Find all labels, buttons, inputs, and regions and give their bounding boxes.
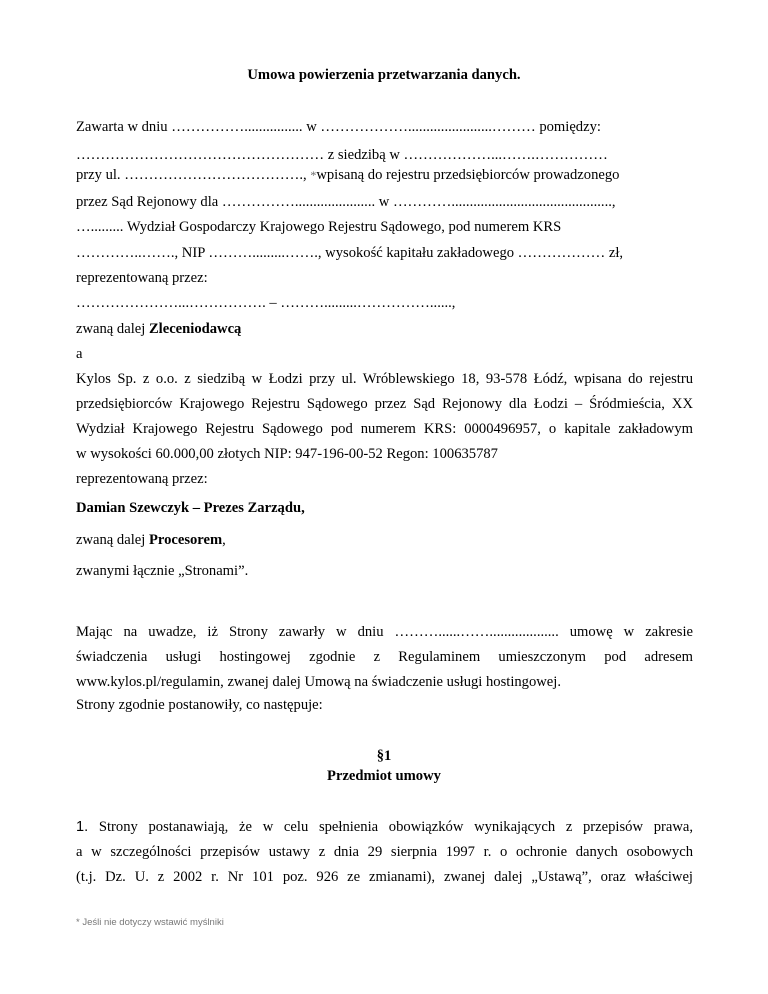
intro-line-2: …………………………………………… z siedzibą w ………………...…….…………… xyxy=(76,147,608,163)
footnote: * Jeśli nie dotyczy wstawić myślniki xyxy=(76,917,224,928)
intro-line-4: przez Sąd Rejonowy dla ……………...................... w …………............................................, xyxy=(76,194,616,210)
recital-line-2: świadczenia usługi hostingowej zgodnie z Regulaminem umieszczonym pod adresem xyxy=(76,649,693,665)
section-paragraph-line-3: (t.j. Dz. U. z 2002 r. Nr 101 poz. 926 ze zmianami), zwanej dalej „Ustawą”, oraz właściwej xyxy=(76,869,693,885)
section-heading: Przedmiot umowy xyxy=(327,768,441,784)
intro-line-9: zwaną dalej Zleceniodawcą xyxy=(76,321,242,337)
processor-line-3: Wydział Krajowego Rejestru Sądowego pod numerem KRS: 0000496957, o kapitale zakładowym xyxy=(76,421,693,437)
section-number: §1 xyxy=(376,748,392,764)
client-label: Zleceniodawcą xyxy=(148,321,242,337)
section-paragraph-line-2: a w szczególności przepisów ustawy z dnia 29 sierpnia 1997 r. o ochronie danych osobowych xyxy=(76,844,693,860)
processor-line-6: zwaną dalej Procesorem, xyxy=(76,532,226,548)
recital-line-3: www.kylos.pl/regulamin, zwanej dalej Umową na świadczenie usługi hostingowej. xyxy=(76,674,561,690)
intro-line-1: Zawarta w dniu ……………................ w ……………….......................……… pomiędzy: xyxy=(76,119,601,135)
intro-line-8: …………………...……………. – ……….........……………......, xyxy=(76,295,456,311)
intro-line-7: reprezentowaną przez: xyxy=(76,270,208,286)
processor-representative: Damian Szewczyk – Prezes Zarządu, xyxy=(76,500,305,516)
intro-line-6: …………..……., NIP ……….........……., wysokość kapitału zakładowego ……………… zł, xyxy=(76,245,624,261)
processor-line-4: w wysokości 60.000,00 złotych NIP: 947-196-00-52 Regon: 100635787 xyxy=(76,446,498,462)
processor-line-7: zwanymi łącznie „Stronami”. xyxy=(76,563,249,579)
intro-line-10: a xyxy=(76,346,83,362)
footnote-marker: * xyxy=(310,168,317,182)
processor-line-5: reprezentowaną przez: xyxy=(76,471,208,487)
processor-line-2: przedsiębiorców Krajowego Rejestru Sądowego przez Sąd Rejonowy dla Łodzi – Śródmieścia, XX xyxy=(76,396,693,412)
section-paragraph-line-1: 1. Strony postanawiają, że w celu spełnienia obowiązków wynikających z przepisów prawa, xyxy=(76,819,693,835)
recital-line-1: Mając na uwadze, iż Strony zawarły w dniu ………......……................... umowę w zakresie xyxy=(76,624,693,640)
processor-line-1: Kylos Sp. z o.o. z siedzibą w Łodzi przy ul. Wróblewskiego 18, 93-578 Łódź, wpisana do rejestru xyxy=(76,371,693,387)
intro-line-5: …......... Wydział Gospodarczy Krajowego Rejestru Sądowego, pod numerem KRS xyxy=(76,219,562,235)
document-title: Umowa powierzenia przetwarzania danych. xyxy=(247,67,521,83)
recital-line-4: Strony zgodnie postanowiły, co następuje: xyxy=(76,697,323,713)
processor-label: Procesorem xyxy=(148,532,223,548)
intro-line-3: przy ul. ………………………………., *wpisaną do rejestru przedsiębiorców prowadzonego xyxy=(76,167,620,183)
